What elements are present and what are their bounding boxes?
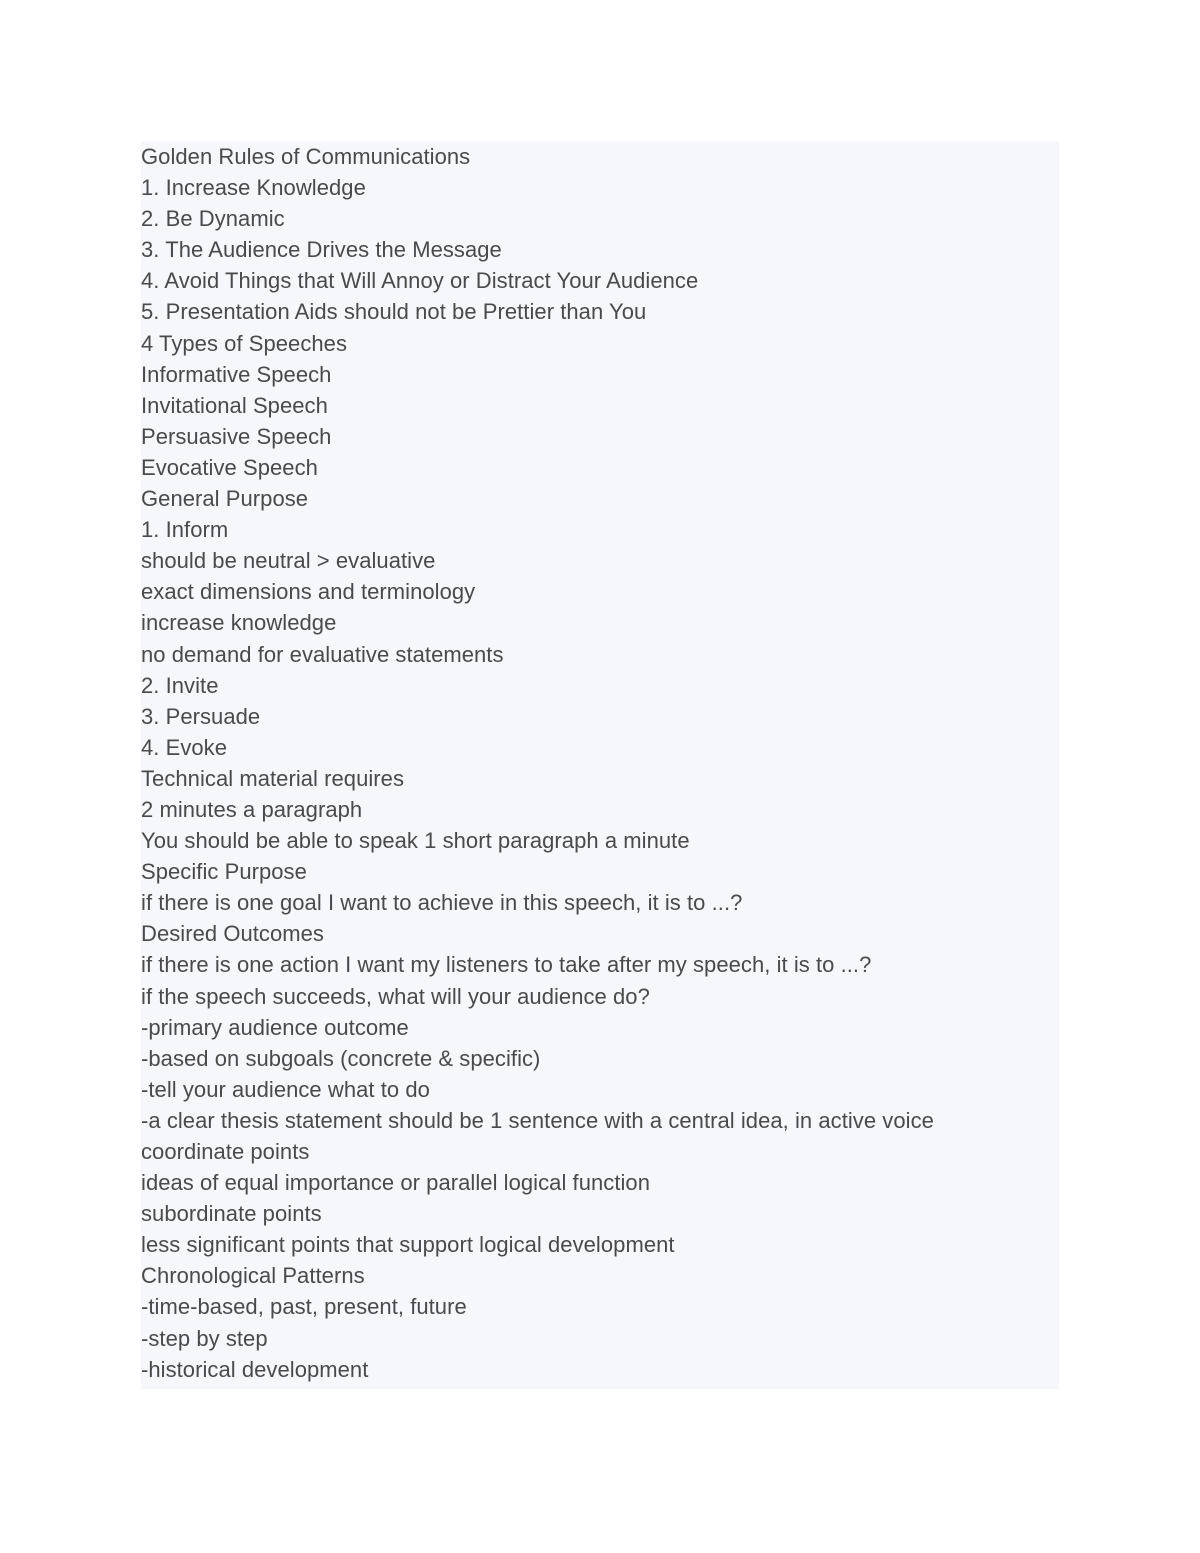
note-line: Evocative Speech: [141, 454, 318, 480]
note-heading: coordinate points: [141, 1139, 310, 1164]
note-title: Golden Rules of Communications: [141, 144, 471, 169]
note-line: 4. Avoid Things that Will Annoy or Distract Your Audience: [141, 268, 699, 294]
note-heading: General Purpose: [141, 486, 309, 512]
note-line: Invitational Speech: [141, 392, 328, 418]
note-line: 2 minutes a paragraph: [141, 796, 363, 822]
note-line: Persuasive Speech: [141, 423, 332, 449]
note-line: if the speech succeeds, what will your audience do?: [141, 983, 650, 1009]
note-line: increase knowledge: [141, 610, 337, 636]
note-heading: Chronological Patterns: [141, 1263, 365, 1289]
note-line: -time-based, past, present, future: [141, 1294, 467, 1320]
note-line: -primary audience outcome: [141, 1014, 409, 1040]
note-line: if there is one action I want my listeners to take after my speech, it is to ...?: [141, 952, 872, 978]
note-heading: Technical material requires: [141, 765, 405, 791]
note-line: 1. Increase Knowledge: [141, 175, 366, 201]
note-line: 3. Persuade: [141, 703, 261, 729]
note-line: no demand for evaluative statements: [141, 641, 504, 667]
note-heading: subordinate points: [141, 1201, 322, 1227]
note-line: -based on subgoals (concrete & specific): [141, 1045, 541, 1071]
notes-line-list: [141, 141, 1059, 1385]
note-line: -tell your audience what to do: [141, 1076, 430, 1102]
note-heading: 4 Types of Speeches: [141, 330, 348, 356]
note-line: Informative Speech: [141, 361, 332, 387]
note-line: 2. Invite: [141, 672, 219, 698]
note-line: You should be able to speak 1 short paragraph a minute: [141, 828, 690, 854]
note-line: -a clear thesis statement should be 1 sentence with a central idea, in active voice: [141, 1107, 934, 1133]
note-heading: Specific Purpose: [141, 859, 307, 885]
note-line: should be neutral > evaluative: [141, 548, 436, 574]
note-line: 4. Evoke: [141, 734, 228, 760]
note-line: -step by step: [141, 1325, 268, 1351]
note-heading: Desired Outcomes: [141, 921, 324, 947]
note-line: 5. Presentation Aids should not be Prettier than You: [141, 299, 647, 325]
note-line: if there is one goal I want to achieve in this speech, it is to ...?: [141, 890, 743, 916]
note-line: -historical development: [141, 1356, 369, 1382]
note-line: 2. Be Dynamic: [141, 206, 285, 232]
note-line: 3. The Audience Drives the Message: [141, 237, 502, 263]
notes-text-block: [141, 141, 1059, 1389]
note-line: 1. Inform: [141, 517, 229, 543]
note-line: ideas of equal importance or parallel logical function: [141, 1170, 651, 1196]
note-line: exact dimensions and terminology: [141, 579, 476, 605]
note-line: less significant points that support logical development: [141, 1232, 675, 1258]
